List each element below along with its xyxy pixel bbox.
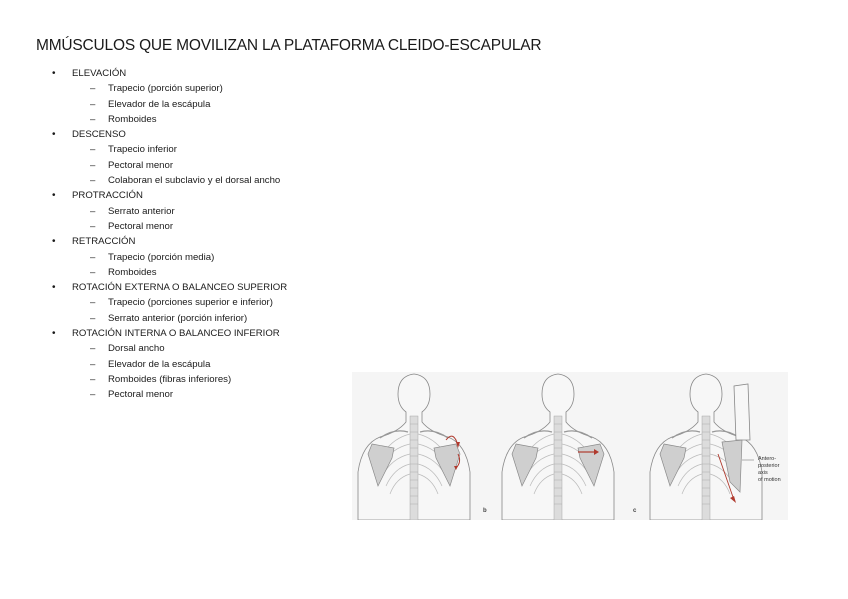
axis-label-2: posterior: [758, 463, 780, 469]
anatomy-illustration: [352, 372, 788, 520]
bullet-icon: •: [52, 129, 56, 141]
muscle-name: Elevador de la escápula: [108, 98, 211, 110]
sub-list-item: [52, 173, 352, 188]
section-heading: ROTACIÓN EXTERNA O BALANCEO SUPERIOR: [72, 282, 288, 294]
muscle-name: Pectoral menor: [108, 159, 174, 171]
muscle-name: Pectoral menor: [108, 389, 174, 401]
sub-list-item: [52, 250, 352, 265]
dash-icon: –: [90, 297, 96, 309]
list-item: [52, 127, 352, 142]
muscle-name: Romboides: [108, 113, 157, 125]
sub-list-item: [52, 158, 352, 173]
bullet-icon: •: [52, 282, 56, 294]
dash-icon: –: [90, 98, 96, 110]
section-heading: DESCENSO: [72, 129, 126, 141]
sub-list-item: [52, 204, 352, 219]
bullet-icon: •: [52, 190, 56, 202]
muscle-list: [52, 66, 352, 403]
bullet-icon: •: [52, 236, 56, 248]
section-heading: RETRACCIÓN: [72, 236, 136, 248]
sub-list-item: [52, 112, 352, 127]
muscle-name: Elevador de la escápula: [108, 358, 211, 370]
muscle-name: Romboides (fibras inferiores): [108, 373, 232, 385]
sub-list-item: [52, 97, 352, 112]
bullet-icon: •: [52, 68, 56, 79]
scapular-motion-figure: [352, 372, 788, 520]
sub-list-item: [52, 81, 352, 96]
sub-list-item: [52, 295, 352, 310]
panel-c: [650, 374, 762, 520]
sub-list-item: [52, 372, 352, 387]
dash-icon: –: [90, 159, 96, 171]
muscle-name: Colaboran el subclavio y el dorsal ancho: [108, 175, 281, 187]
muscle-name: Trapecio (porción superior): [108, 83, 223, 95]
dash-icon: –: [90, 113, 96, 125]
dash-icon: –: [90, 373, 96, 385]
panel-b: [502, 374, 614, 520]
list-item: [52, 280, 352, 295]
dash-icon: –: [90, 83, 96, 95]
dash-icon: –: [90, 144, 96, 156]
muscle-name: Trapecio (porciones superior e inferior): [108, 297, 273, 309]
dash-icon: –: [90, 358, 96, 370]
section-heading: PROTRACCIÓN: [72, 190, 143, 202]
dash-icon: –: [90, 220, 96, 232]
muscle-name: Serrato anterior (porción inferior): [108, 312, 248, 324]
panel-a: [358, 374, 470, 520]
sub-list-item: [52, 357, 352, 372]
dash-icon: –: [90, 205, 96, 217]
section-heading: ROTACIÓN INTERNA O BALANCEO INFERIOR: [72, 328, 280, 340]
sub-list-item: [52, 219, 352, 234]
axis-label-3: axis: [758, 470, 768, 476]
sub-list-item: [52, 387, 352, 402]
bullet-icon: •: [52, 328, 56, 340]
muscle-name: Dorsal ancho: [108, 343, 165, 355]
muscle-name: Serrato anterior: [108, 205, 175, 217]
sub-list-item: [52, 265, 352, 280]
list-item: [52, 234, 352, 249]
axis-label-1: Antero-: [758, 456, 777, 462]
section-heading: ELEVACIÓN: [72, 68, 127, 79]
sub-list-item: [52, 341, 352, 356]
panel-c-label: c: [633, 508, 637, 514]
dash-icon: –: [90, 251, 96, 263]
muscle-name: Romboides: [108, 266, 157, 278]
panel-b-label: b: [483, 508, 487, 514]
sub-list-item: [52, 142, 352, 157]
sub-list-item: [52, 311, 352, 326]
page-title: MMÚSCULOS QUE MOVILIZAN LA PLATAFORMA CLEIDO-ESCAPULAR: [36, 37, 542, 54]
dash-icon: –: [90, 175, 96, 187]
dash-icon: –: [90, 343, 96, 355]
muscle-name: Trapecio inferior: [108, 144, 177, 156]
list-item: [52, 66, 352, 81]
list-item: [52, 188, 352, 203]
muscle-name: Pectoral menor: [108, 220, 174, 232]
axis-label-4: of motion: [758, 477, 781, 483]
dash-icon: –: [90, 389, 96, 401]
dash-icon: –: [90, 266, 96, 278]
list-item: [52, 326, 352, 341]
muscle-name: Trapecio (porción media): [108, 251, 215, 263]
dash-icon: –: [90, 312, 96, 324]
